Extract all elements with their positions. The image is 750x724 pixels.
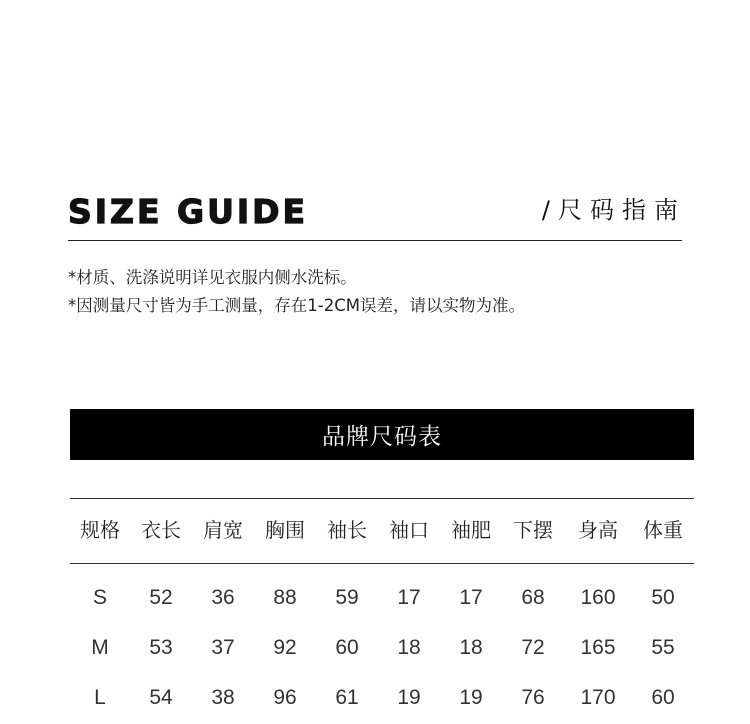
table-cell: 60: [651, 686, 675, 709]
table-cell: 17: [459, 586, 483, 609]
table-cell: 55: [651, 636, 675, 659]
table-cell: S: [92, 586, 107, 609]
table-cell: 53: [149, 636, 173, 659]
table-cell: 54: [149, 686, 173, 709]
table-row: [0, 628, 750, 668]
title-divider: [68, 240, 682, 241]
table-cell: 37: [211, 636, 235, 659]
table-cell: M: [91, 636, 109, 659]
column-header-cuff: 袖口: [389, 518, 429, 542]
table-cell: 170: [580, 686, 616, 709]
table-cell: 165: [580, 636, 616, 659]
table-cell: 96: [273, 686, 297, 709]
column-header-weight: 体重: [643, 518, 683, 542]
table-cell: 18: [459, 636, 483, 659]
size-chart-banner-label: 品牌尺码表: [322, 424, 442, 450]
column-header-length: 衣长: [141, 518, 181, 542]
column-header-shoulder: 肩宽: [203, 518, 243, 542]
table-cell: 36: [211, 586, 235, 609]
table-cell: 72: [521, 636, 545, 659]
table-header-divider: [70, 563, 694, 564]
table-cell: 38: [211, 686, 235, 709]
note-material-care: *材质、洗涤说明详见衣服内侧水洗标。: [68, 268, 357, 287]
column-header-sleeve-width: 袖肥: [451, 518, 491, 542]
table-cell: 76: [521, 686, 545, 709]
table-cell: 19: [397, 686, 421, 709]
page-title: SIZE GUIDE: [68, 192, 309, 231]
table-cell: 52: [149, 586, 173, 609]
table-top-divider: [70, 498, 694, 499]
page-subtitle: /尺码指南: [541, 196, 686, 224]
note-measurement-error: *因测量尺寸皆为手工测量，存在1-2CM误差，请以实物为准。: [68, 296, 525, 315]
table-cell: 18: [397, 636, 421, 659]
column-header-height: 身高: [578, 518, 618, 542]
table-cell: 17: [397, 586, 421, 609]
column-header-hem: 下摆: [513, 518, 553, 542]
table-cell: 88: [273, 586, 297, 609]
table-row: [0, 678, 750, 718]
table-cell: 61: [335, 686, 359, 709]
table-cell: L: [94, 686, 106, 709]
table-cell: 160: [580, 586, 616, 609]
size-chart-banner: [70, 409, 694, 460]
table-cell: 50: [651, 586, 675, 609]
table-cell: 60: [335, 636, 359, 659]
column-header-chest: 胸围: [265, 518, 305, 542]
table-cell: 59: [335, 586, 359, 609]
table-cell: 19: [459, 686, 483, 709]
table-header-row: [0, 510, 750, 550]
column-header-sleeve-length: 袖长: [327, 518, 367, 542]
table-row: [0, 578, 750, 618]
table-cell: 92: [273, 636, 297, 659]
notes-block: [68, 264, 525, 320]
table-cell: 68: [521, 586, 545, 609]
column-header-size: 规格: [80, 518, 120, 542]
